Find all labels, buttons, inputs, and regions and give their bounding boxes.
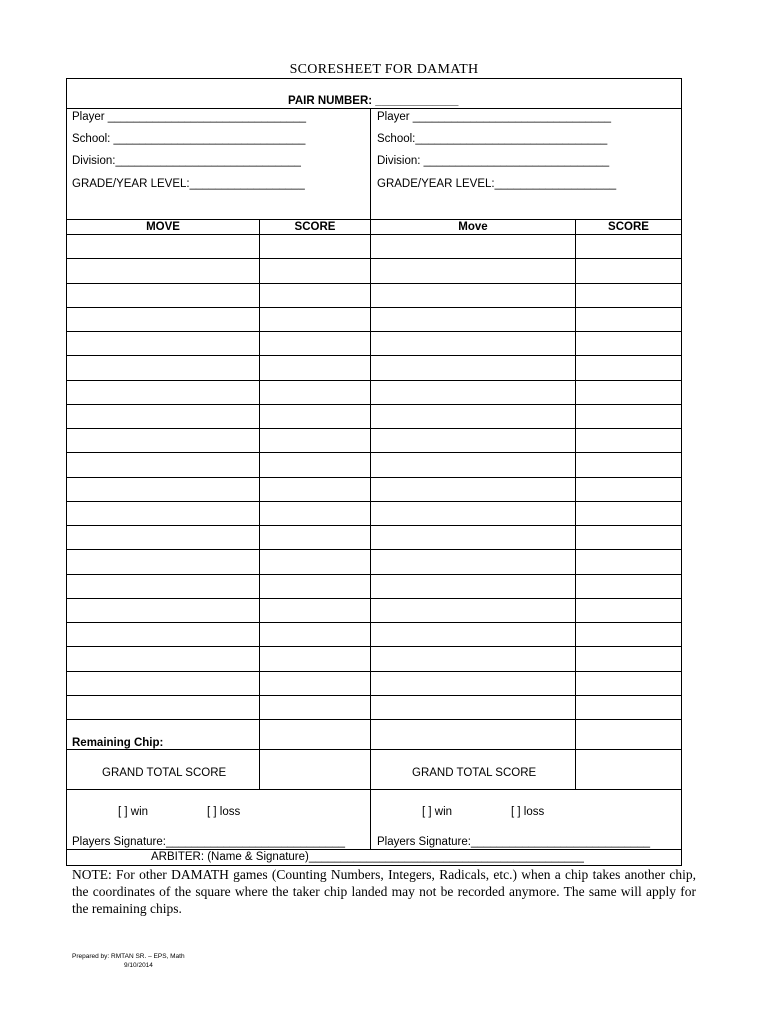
- left-score-cell[interactable]: [260, 502, 370, 525]
- remaining-chip-label: Remaining Chip:: [72, 737, 164, 749]
- left-move-cell[interactable]: [67, 672, 259, 695]
- right-score-cell[interactable]: [576, 453, 681, 476]
- left-grand-total-label: GRAND TOTAL SCORE: [102, 767, 227, 779]
- left-move-cell[interactable]: [67, 550, 259, 573]
- left-score-cell[interactable]: [260, 259, 370, 282]
- left-move-cell[interactable]: [67, 284, 259, 307]
- left-score-cell[interactable]: [260, 696, 370, 719]
- left-grade-field[interactable]: GRADE/YEAR LEVEL:__________________: [72, 178, 305, 190]
- right-score-cell[interactable]: [576, 478, 681, 501]
- left-score-cell[interactable]: [260, 405, 370, 428]
- right-move-cell[interactable]: [371, 672, 575, 695]
- right-move-cell[interactable]: [371, 696, 575, 719]
- left-move-cell[interactable]: [67, 429, 259, 452]
- left-grand-total-cell[interactable]: [260, 750, 370, 789]
- arbiter-field[interactable]: ARBITER: (Name & Signature)___________________________________________: [151, 851, 584, 863]
- left-move-cell[interactable]: [67, 502, 259, 525]
- prepared-by-footer: [72, 952, 185, 970]
- right-move-cell[interactable]: [371, 284, 575, 307]
- right-score-cell[interactable]: [576, 259, 681, 282]
- right-score-cell[interactable]: [576, 623, 681, 646]
- right-move-cell[interactable]: [371, 259, 575, 282]
- right-move-cell[interactable]: [371, 575, 575, 598]
- left-score-cell[interactable]: [260, 478, 370, 501]
- left-move-cell[interactable]: [67, 478, 259, 501]
- right-move-cell[interactable]: [371, 478, 575, 501]
- left-loss-checkbox[interactable]: [ ] loss: [207, 806, 241, 818]
- page-title: SCORESHEET FOR DAMATH: [289, 62, 479, 77]
- right-score-cell[interactable]: [576, 575, 681, 598]
- right-move-cell[interactable]: [371, 647, 575, 670]
- pair-number-label[interactable]: PAIR NUMBER: _____________: [288, 95, 459, 107]
- right-move-cell[interactable]: [371, 502, 575, 525]
- right-score-cell[interactable]: [576, 356, 681, 379]
- right-score-cell[interactable]: [576, 647, 681, 670]
- left-move-cell[interactable]: [67, 332, 259, 355]
- right-score-cell[interactable]: [576, 502, 681, 525]
- right-grade-field[interactable]: GRADE/YEAR LEVEL:___________________: [377, 178, 617, 190]
- left-move-cell[interactable]: [67, 526, 259, 549]
- right-move-cell[interactable]: [371, 356, 575, 379]
- right-score-header: SCORE: [608, 221, 649, 233]
- right-move-cell[interactable]: [371, 332, 575, 355]
- left-move-cell[interactable]: [67, 381, 259, 404]
- right-move-cell[interactable]: [371, 526, 575, 549]
- right-score-cell[interactable]: [576, 235, 681, 258]
- prepared-date: 9/10/2014: [124, 962, 153, 969]
- left-player-field[interactable]: Player _______________________________: [72, 111, 307, 123]
- left-move-cell[interactable]: [67, 453, 259, 476]
- right-score-cell[interactable]: [576, 405, 681, 428]
- left-remaining-chip-score-cell[interactable]: [260, 720, 370, 749]
- right-score-cell[interactable]: [576, 429, 681, 452]
- right-move-cell[interactable]: [371, 235, 575, 258]
- right-score-cell[interactable]: [576, 526, 681, 549]
- left-move-cell[interactable]: [67, 599, 259, 622]
- right-win-checkbox[interactable]: [ ] win: [422, 806, 453, 818]
- left-school-field[interactable]: School: ______________________________: [72, 133, 306, 145]
- result-divider: [67, 789, 681, 790]
- right-grand-total-label: GRAND TOTAL SCORE: [412, 767, 537, 779]
- right-score-cell[interactable]: [576, 332, 681, 355]
- left-win-checkbox[interactable]: [ ] win: [118, 806, 149, 818]
- left-score-cell[interactable]: [260, 623, 370, 646]
- left-move-cell[interactable]: [67, 308, 259, 331]
- left-move-cell[interactable]: [67, 647, 259, 670]
- left-score-cell[interactable]: [260, 284, 370, 307]
- left-move-cell[interactable]: [67, 696, 259, 719]
- right-score-cell[interactable]: [576, 381, 681, 404]
- left-move-cell[interactable]: [67, 575, 259, 598]
- left-score-cell[interactable]: [260, 429, 370, 452]
- left-move-cell[interactable]: [67, 356, 259, 379]
- right-grand-total-cell[interactable]: [576, 750, 681, 789]
- right-score-cell[interactable]: [576, 599, 681, 622]
- right-player-field[interactable]: Player _______________________________: [377, 111, 612, 123]
- right-signature-field[interactable]: Players Signature:____________________________: [377, 836, 651, 848]
- note-paragraph: NOTE: For other DAMATH games (Counting Numbers, Integers, Radicals, etc.) when a chip takes another chip, the coordinates of the square where the taker chip landed may not be recorded anymore. The same will apply for the remaining chips.: [72, 867, 696, 916]
- left-score-cell[interactable]: [260, 647, 370, 670]
- right-move-cell[interactable]: [371, 599, 575, 622]
- right-move-header: Move: [458, 221, 488, 233]
- left-score-cell[interactable]: [260, 550, 370, 573]
- left-move-header: MOVE: [146, 221, 180, 233]
- right-division-field[interactable]: Division: _____________________________: [377, 155, 610, 167]
- right-move-cell[interactable]: [371, 405, 575, 428]
- left-score-cell[interactable]: [260, 332, 370, 355]
- left-score-cell[interactable]: [260, 526, 370, 549]
- left-score-header: SCORE: [294, 221, 336, 233]
- right-move-cell[interactable]: [371, 381, 575, 404]
- right-move-cell[interactable]: [371, 429, 575, 452]
- right-score-cell[interactable]: [576, 550, 681, 573]
- left-move-cell[interactable]: [67, 259, 259, 282]
- left-score-cell[interactable]: [260, 356, 370, 379]
- prepared-by-text: Prepared by: RMTAN SR. – EPS, Math: [72, 953, 185, 960]
- right-move-cell[interactable]: [371, 550, 575, 573]
- right-score-cell[interactable]: [576, 696, 681, 719]
- right-move-cell[interactable]: [371, 308, 575, 331]
- right-loss-checkbox[interactable]: [ ] loss: [511, 806, 545, 818]
- left-move-cell[interactable]: [67, 405, 259, 428]
- left-signature-field[interactable]: Players Signature:____________________________: [72, 836, 346, 848]
- left-score-cell[interactable]: [260, 235, 370, 258]
- left-score-cell[interactable]: [260, 672, 370, 695]
- left-score-cell[interactable]: [260, 381, 370, 404]
- left-move-cell[interactable]: [67, 235, 259, 258]
- left-score-cell[interactable]: [260, 308, 370, 331]
- left-score-cell[interactable]: [260, 453, 370, 476]
- left-score-cell[interactable]: [260, 599, 370, 622]
- right-move-cell[interactable]: [371, 453, 575, 476]
- right-move-cell[interactable]: [371, 623, 575, 646]
- right-score-cell[interactable]: [576, 284, 681, 307]
- scoresheet-table: [66, 78, 682, 866]
- right-remaining-chip-cell[interactable]: [371, 720, 575, 749]
- right-score-cell[interactable]: [576, 308, 681, 331]
- right-remaining-chip-score-cell[interactable]: [576, 720, 681, 749]
- right-score-cell[interactable]: [576, 672, 681, 695]
- left-division-field[interactable]: Division:_____________________________: [72, 155, 301, 167]
- right-school-field[interactable]: School:______________________________: [377, 133, 608, 145]
- left-score-cell[interactable]: [260, 575, 370, 598]
- left-move-cell[interactable]: [67, 623, 259, 646]
- pair-row-divider: [67, 108, 681, 109]
